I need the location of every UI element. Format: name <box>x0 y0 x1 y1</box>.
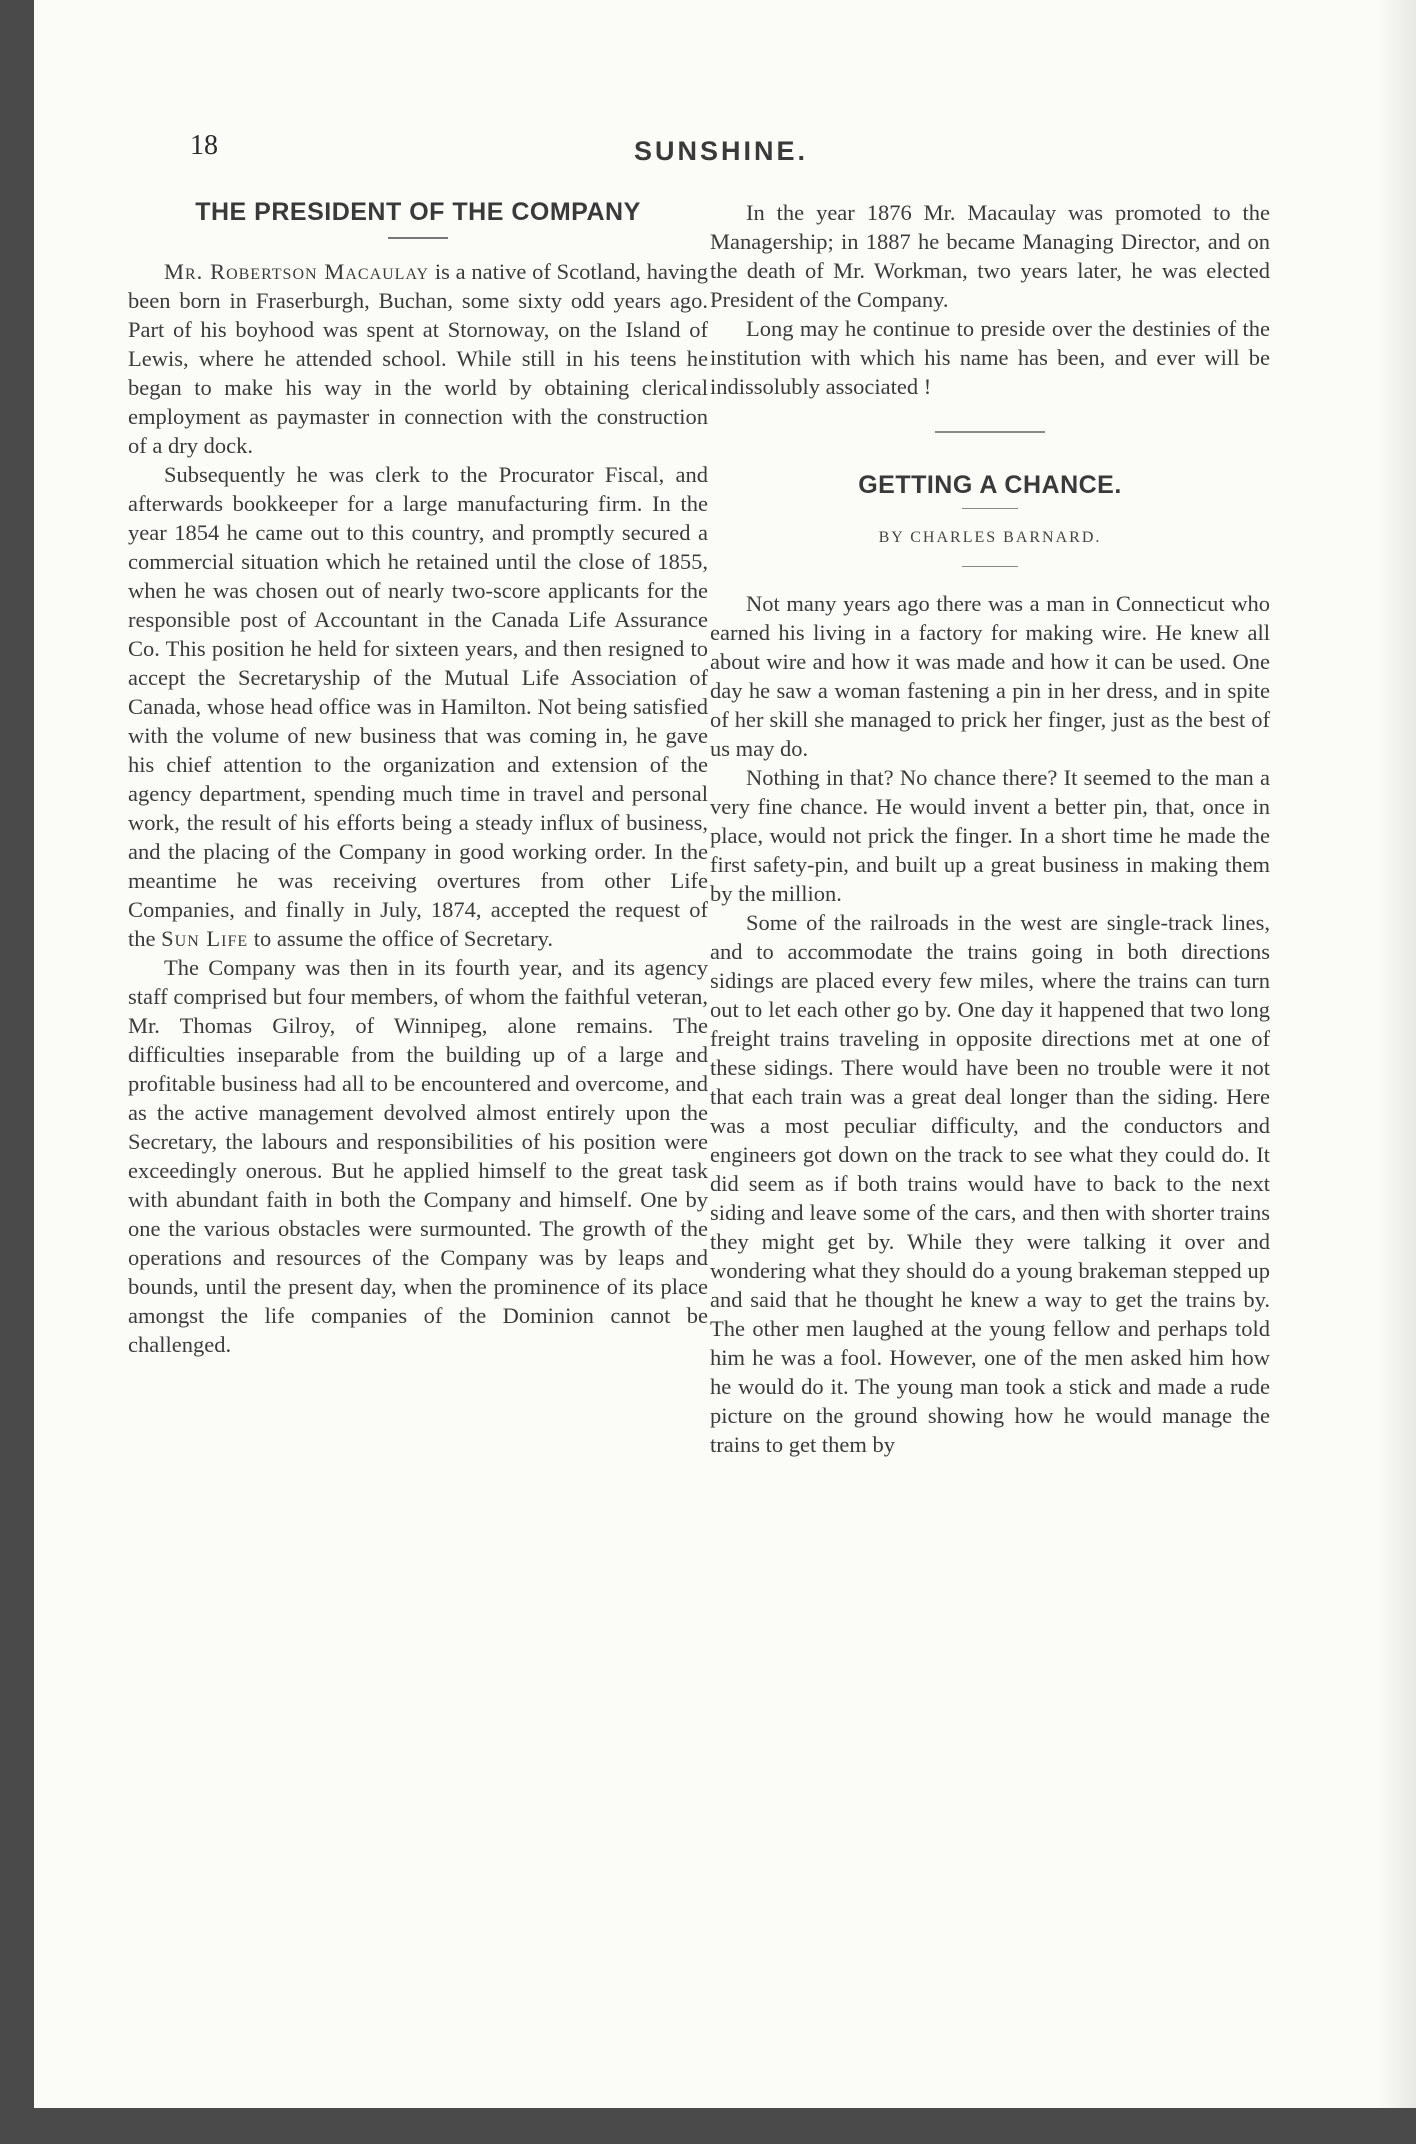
paragraph: Long may he continue to preside over the destinies of the institution with which his name has been, and ever will be indissolubly associated ! <box>710 316 1270 399</box>
page-edge-shadow <box>1376 0 1416 2108</box>
article-title-getting-a-chance: GETTING A CHANCE. <box>858 471 1122 499</box>
page-header <box>34 130 1416 180</box>
paragraph-text: Subsequently he was clerk to the Procurator Fiscal, and afterwards bookkeeper for a large manufacturing firm. In the year 1854 he came out to this country, and promptly secured a commercial situation which he retained until the close of 1855, when he was chosen out of nearly two-score applicants for the responsible post of Accountant in the Canada Life Assurance Co. This position he held for sixteen years, and then resigned to accept the Secretaryship of the Mutual Life Association of Canada, whose head office was in Hamilton. Not being satisfied with the volume of new business that was coming in, he gave his chief attention to the organization and extension of the agency department, spending much time in travel and personal work, the result of his efforts being a steady influx of business, and the placing of the Company in good working order. In the meantime he was receiving overtures from other Life Companies, and finally in July, 1874, accepted the request of the <box>128 462 708 951</box>
paragraph: Not many years ago there was a man in Connecticut who earned his living in a factory for making wire. He knew all about wire and how it was made and how it can be used. One day he saw a woman fastening a pin in her dress, and in spite of her skill she managed to prick her finger, just as the best of us may do. <box>710 591 1270 761</box>
running-title: SUNSHINE. <box>634 136 809 166</box>
right-column <box>710 198 1270 1459</box>
page-number: 18 <box>190 130 218 161</box>
article-title-president: THE PRESIDENT OF THE COMPANY <box>195 198 641 226</box>
title-rule <box>388 237 448 239</box>
paragraph <box>128 460 708 953</box>
paragraph: The Company was then in its fourth year, and its agency staff comprised but four members, of whom the faithful veteran, Mr. Thomas Gilroy, of Winnipeg, alone remains. The difficulties inseparable from the building up of a large and profitable business had all to be encountered and overcome, and as the active management devolved almost entirely upon the Secretary, the labours and responsibilities of his position were exceedingly onerous. But he applied himself to the great task with abundant faith in both the Company and himself. One by one the various obstacles were surmounted. The growth of the operations and resources of the Company was by leaps and bounds, until the present day, when the prominence of its place amongst the life companies of the Dominion cannot be challenged. <box>128 955 708 1357</box>
title-rule <box>962 508 1018 509</box>
company-name: Sun Life <box>161 926 249 951</box>
article-separator <box>935 431 1045 433</box>
person-name: Mr. Robertson Macaulay <box>164 259 430 284</box>
paragraph: In the year 1876 Mr. Macaulay was promoted to the Managership; in 1887 he became Managing Director, and on the death of Mr. Workman, two years later, he was elected President of the Company. <box>710 200 1270 312</box>
paragraph-text: to assume the office of Secretary. <box>248 926 554 951</box>
paragraph: Nothing in that? No chance there? It seemed to the man a very fine chance. He would invent a better pin, that, once in place, would not prick the finger. In a short time he made the first safety-pin, and built up a great business in making them by the million. <box>710 765 1270 906</box>
byline: BY CHARLES BARNARD. <box>878 529 1102 546</box>
byline-rule <box>962 566 1018 567</box>
paragraph: Some of the railroads in the west are single-track lines, and to accommodate the trains going in both directions sidings are placed every few miles, where the trains can turn out to let each other go by. One day it happened that two long freight trains traveling in opposite directions met at one of these sidings. There would have been no trouble were it not that each train was a great deal longer than the siding. Here was a most peculiar difficulty, and the conductors and engineers got down on the track to see what they could do. It did seem as if both trains would have to back to the next siding and leave some of the cars, and then with shorter trains they might get by. While they were talking it over and wondering what they should do a young brakeman stepped up and said that he thought he knew a way to get the trains by. The other men laughed at the young fellow and perhaps told him he was a fool. However, one of the men asked him how he would do it. The young man took a stick and made a rude picture on the ground showing how he would manage the trains to get them by <box>710 910 1270 1457</box>
paragraph <box>128 257 708 460</box>
paragraph-text: is a native of Scotland, having been born in Fraserburgh, Buchan, some sixty odd years ago. Part of his boyhood was spent at Stornoway, on the Island of Lewis, where he attended school. While still in his teens he began to make his way in the world by obtaining clerical employment as paymaster in connection with the construction of a dry dock. <box>128 259 708 458</box>
left-column <box>128 198 708 1359</box>
